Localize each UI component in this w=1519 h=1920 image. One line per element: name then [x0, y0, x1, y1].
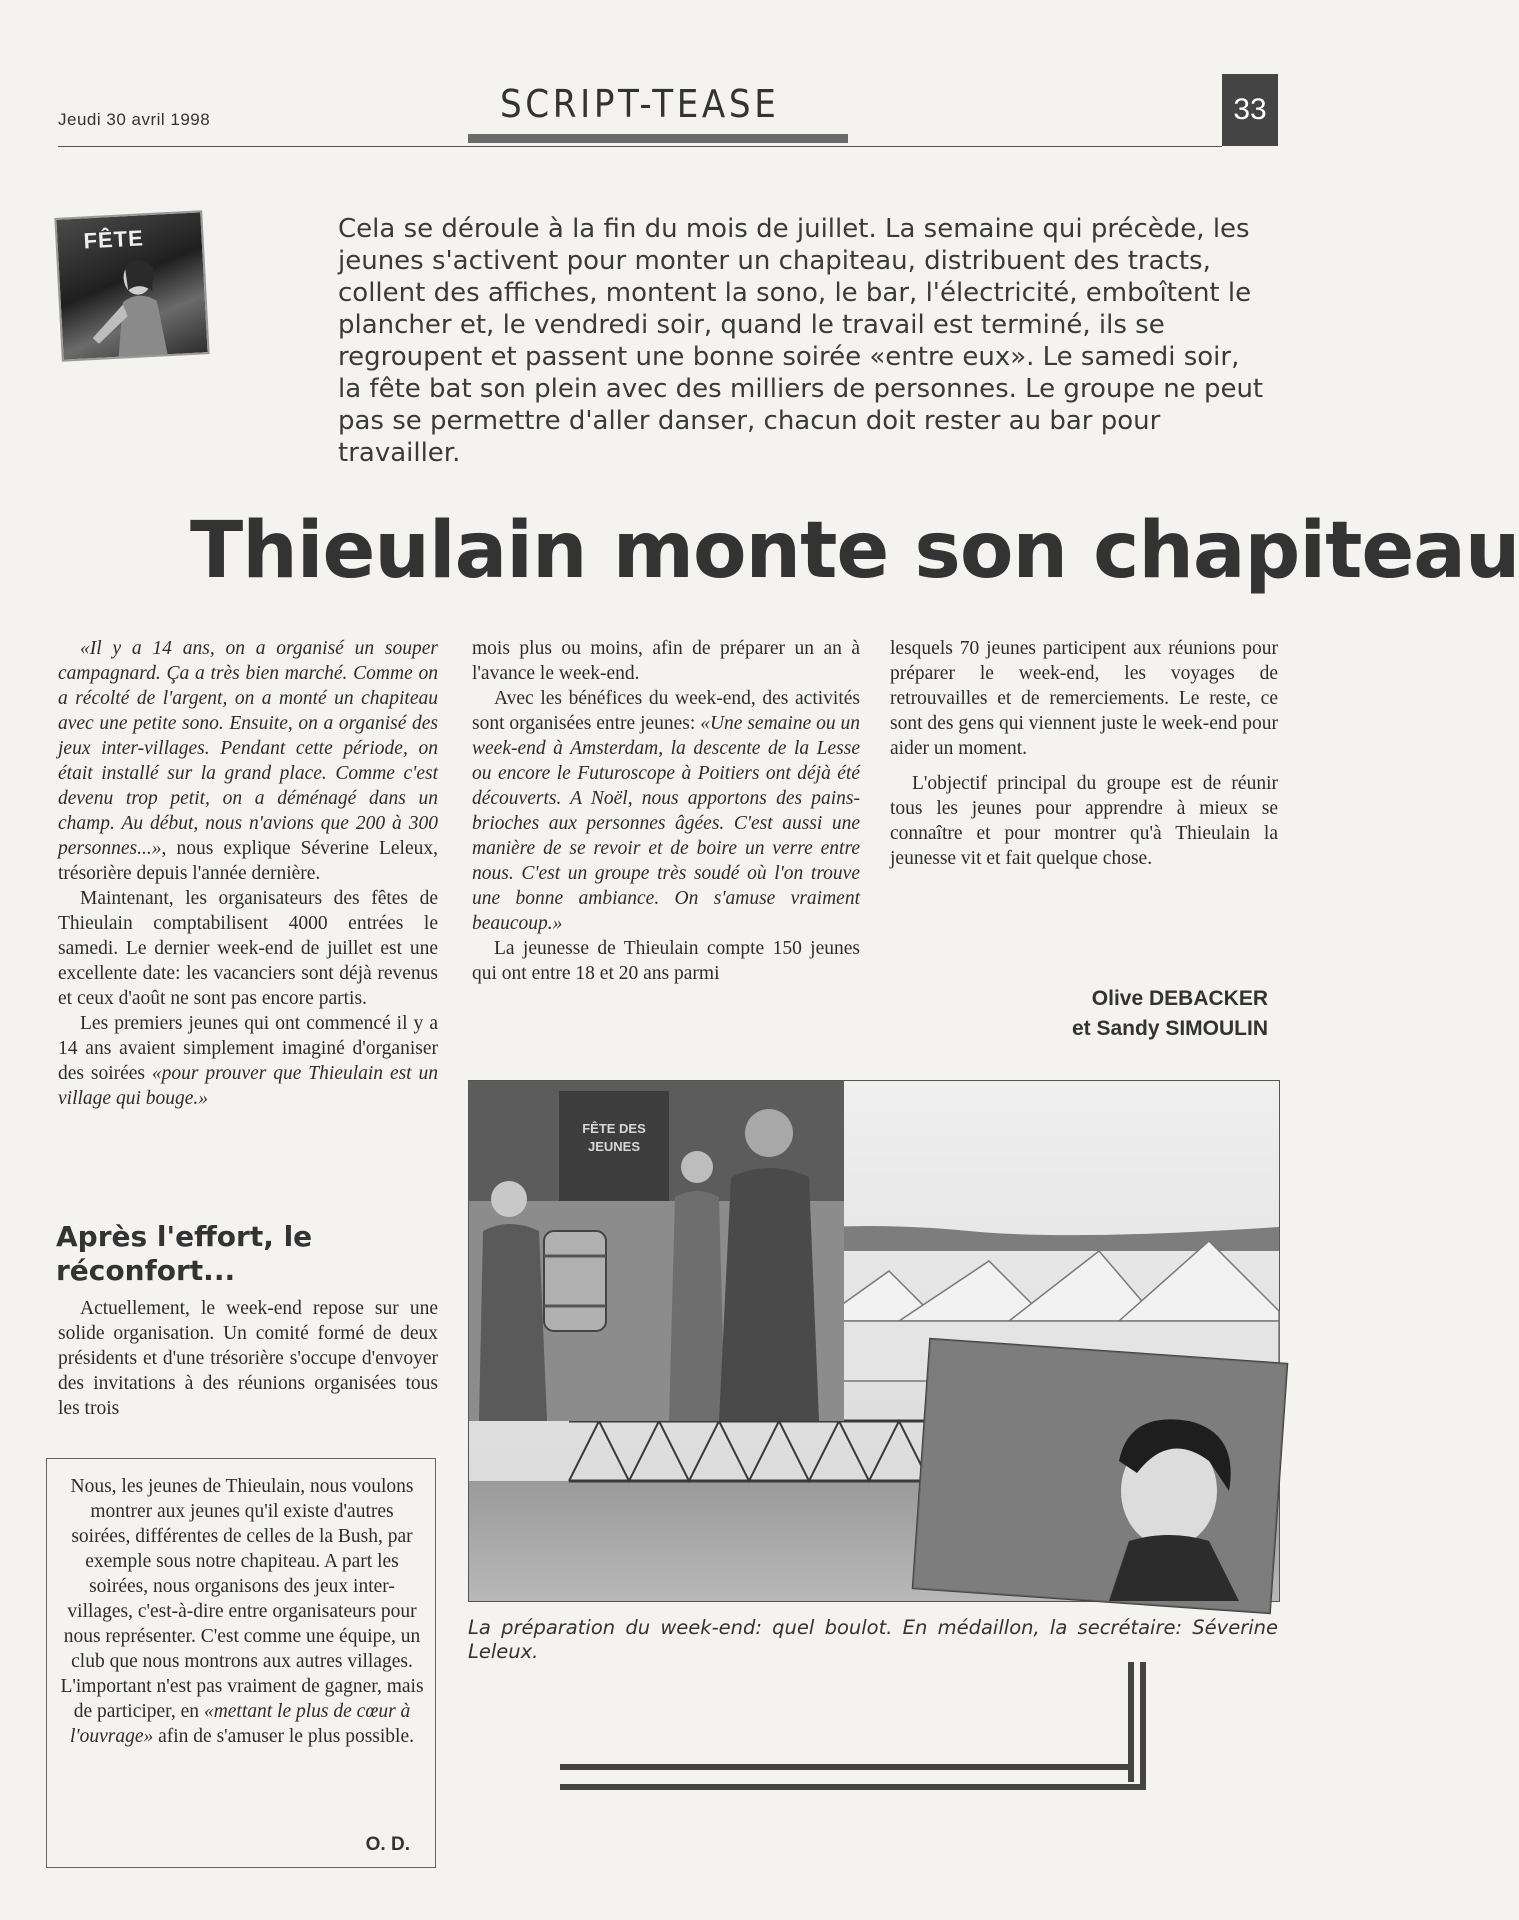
sign-line-2: JEUNES	[587, 1139, 641, 1154]
fete-thumbnail	[54, 210, 209, 362]
sidebar-box-text	[60, 1474, 424, 1749]
paragraph-text: Nous, les jeunes de Thieulain, nous voulons montrer aux jeunes qu'il existe d'autres soirées, différentes de celles de la Bush, par exemple sous notre chapiteau. A part les soirées, nous organisons des jeux inter-villages, c'est-à-dire entre organisateurs pour nous représenter. C'est comme une équipe, un club que nous montrons aux autres villages. L'important n'est pas vraiment de gagner, mais de participer, en	[60, 1476, 424, 1722]
article-column-2	[472, 636, 860, 986]
col3-paragraph-2: L'objectif principal du groupe est de réunir tous les jeunes pour apprendre à mieux se connaître et pour montrer qu'à Thieulain la jeunesse vit et fait quelque chose.	[890, 773, 1278, 869]
decorative-bracket	[560, 1784, 1146, 1790]
page-number: 33	[1222, 74, 1278, 146]
author-line-1: Olive DEBACKER	[1091, 987, 1268, 1010]
intro-paragraph: Cela se déroule à la fin du mois de juillet. La semaine qui précède, les jeunes s'activent pour monter un chapiteau, distribuent des tracts, collent des affiches, montent la sono, le bar, l'électricité, emboîtent le plancher et, le vendredi soir, quand le travail est terminé, ils se regroupent et passent une bonne soirée «entre eux». Le samedi soir, la fête bat son plein avec des milliers de personnes. Le groupe ne peut pas se permettre d'aller danser, chacun doit rester au bar pour travailler.	[338, 214, 1264, 468]
issue-date: Jeudi 30 avril 1998	[58, 110, 211, 129]
article-column-1	[58, 636, 438, 1111]
article-column-1-continued	[58, 1296, 438, 1421]
quote-text: «Une semaine ou un week-end à Amsterdam, la descente de la Lesse ou encore le Futuroscope à Poitiers ont déjà été découverts. A Noël, nous apportons des pains-brioches aux personnes âgées. C'est aussi une manière de se revoir et de boire un verre entre nous. C'est un groupe très soudé où l'on trouve une bonne ambiance. On s'amuse vraiment beaucoup.»	[472, 713, 860, 934]
header-bar	[468, 134, 848, 143]
keg-photo-inset	[469, 1081, 844, 1421]
col2-paragraph-2	[472, 686, 860, 936]
author-line-2: et Sandy SIMOULIN	[1071, 1017, 1268, 1040]
sidebar-signature: O. D.	[365, 1834, 410, 1855]
fete-label: FÊTE	[82, 225, 145, 254]
article-column-3	[890, 636, 1278, 871]
col2-paragraph-1: mois plus ou moins, afin de préparer un an à l'avance le week-end.	[472, 638, 860, 684]
quote-text: «mettant le plus de cœur à l'ouvrage»	[69, 1701, 411, 1747]
medallion-photo	[913, 1339, 1288, 1613]
photo-illustration	[469, 1081, 1279, 1601]
col1-paragraph-4: Actuellement, le week-end repose sur une solide organisation. Un comité formé de deux présidents et d'une trésorière s'occupe d'envoyer des invitations à des réunions organisées tous les trois	[58, 1298, 438, 1419]
subheading: Après l'effort, le réconfort...	[56, 1220, 313, 1287]
photo-caption: La préparation du week-end: quel boulot. En médaillon, la secrétaire: Séverine Leleux.	[468, 1616, 1278, 1663]
event-photo	[468, 1080, 1280, 1602]
header-rule	[58, 146, 1222, 147]
section-title: SCRIPT-TEASE	[500, 82, 780, 126]
paragraph-text: afin de s'amuser le plus possible.	[153, 1726, 414, 1747]
quote-text: «pour prouver que Thieulain est un village qui bouge.»	[58, 1063, 438, 1109]
col1-paragraph-1	[58, 636, 438, 886]
quote-text: «Il y a 14 ans, on a organisé un souper campagnard. Ça a très bien marché. Comme on a récolté de l'argent, on a monté un chapiteau avec une petite sono. Ensuite, on a organisé des jeux inter-villages. Pendant cette période, on était installé sur la grand place. Comme c'est devenu trop petit, on a déménagé dans un champ. Au début, nous n'avions que 200 à 300 personnes...»	[58, 638, 438, 859]
col2-paragraph-3: La jeunesse de Thieulain compte 150 jeunes qui ont entre 18 et 20 ans parmi	[472, 938, 860, 984]
col1-paragraph-3	[58, 1011, 438, 1111]
paragraph-text: , nous explique Séverine Leleux, trésorière depuis l'année dernière.	[58, 838, 438, 884]
decorative-bracket	[1140, 1662, 1146, 1790]
paragraph-text: Les premiers jeunes qui ont commencé il y a 14 ans avaient simplement imaginé d'organiser des soirées	[58, 1013, 438, 1084]
paragraph-text: Avec les bénéfices du week-end, des activités sont organisées entre jeunes:	[472, 688, 860, 734]
headline: Thieulain monte son chapiteau	[190, 506, 1519, 596]
decorative-bracket	[560, 1764, 1134, 1770]
col1-paragraph-2: Maintenant, les organisateurs des fêtes de Thieulain comptabilisent 4000 entrées le samedi. Le dernier week-end de juillet est une excellente date: les vacanciers sont déjà revenus et ceux d'août ne sont pas encore partis.	[58, 888, 438, 1009]
sign-line-1: FÊTE DES	[582, 1121, 646, 1136]
author-byline	[1000, 984, 1268, 1044]
col3-paragraph-1: lesquels 70 jeunes participent aux réunions pour préparer le week-end, les voyages de retrouvailles et de remerciements. Le reste, ce sont des gens qui viennent juste le week-end pour aider un moment.	[890, 638, 1278, 759]
